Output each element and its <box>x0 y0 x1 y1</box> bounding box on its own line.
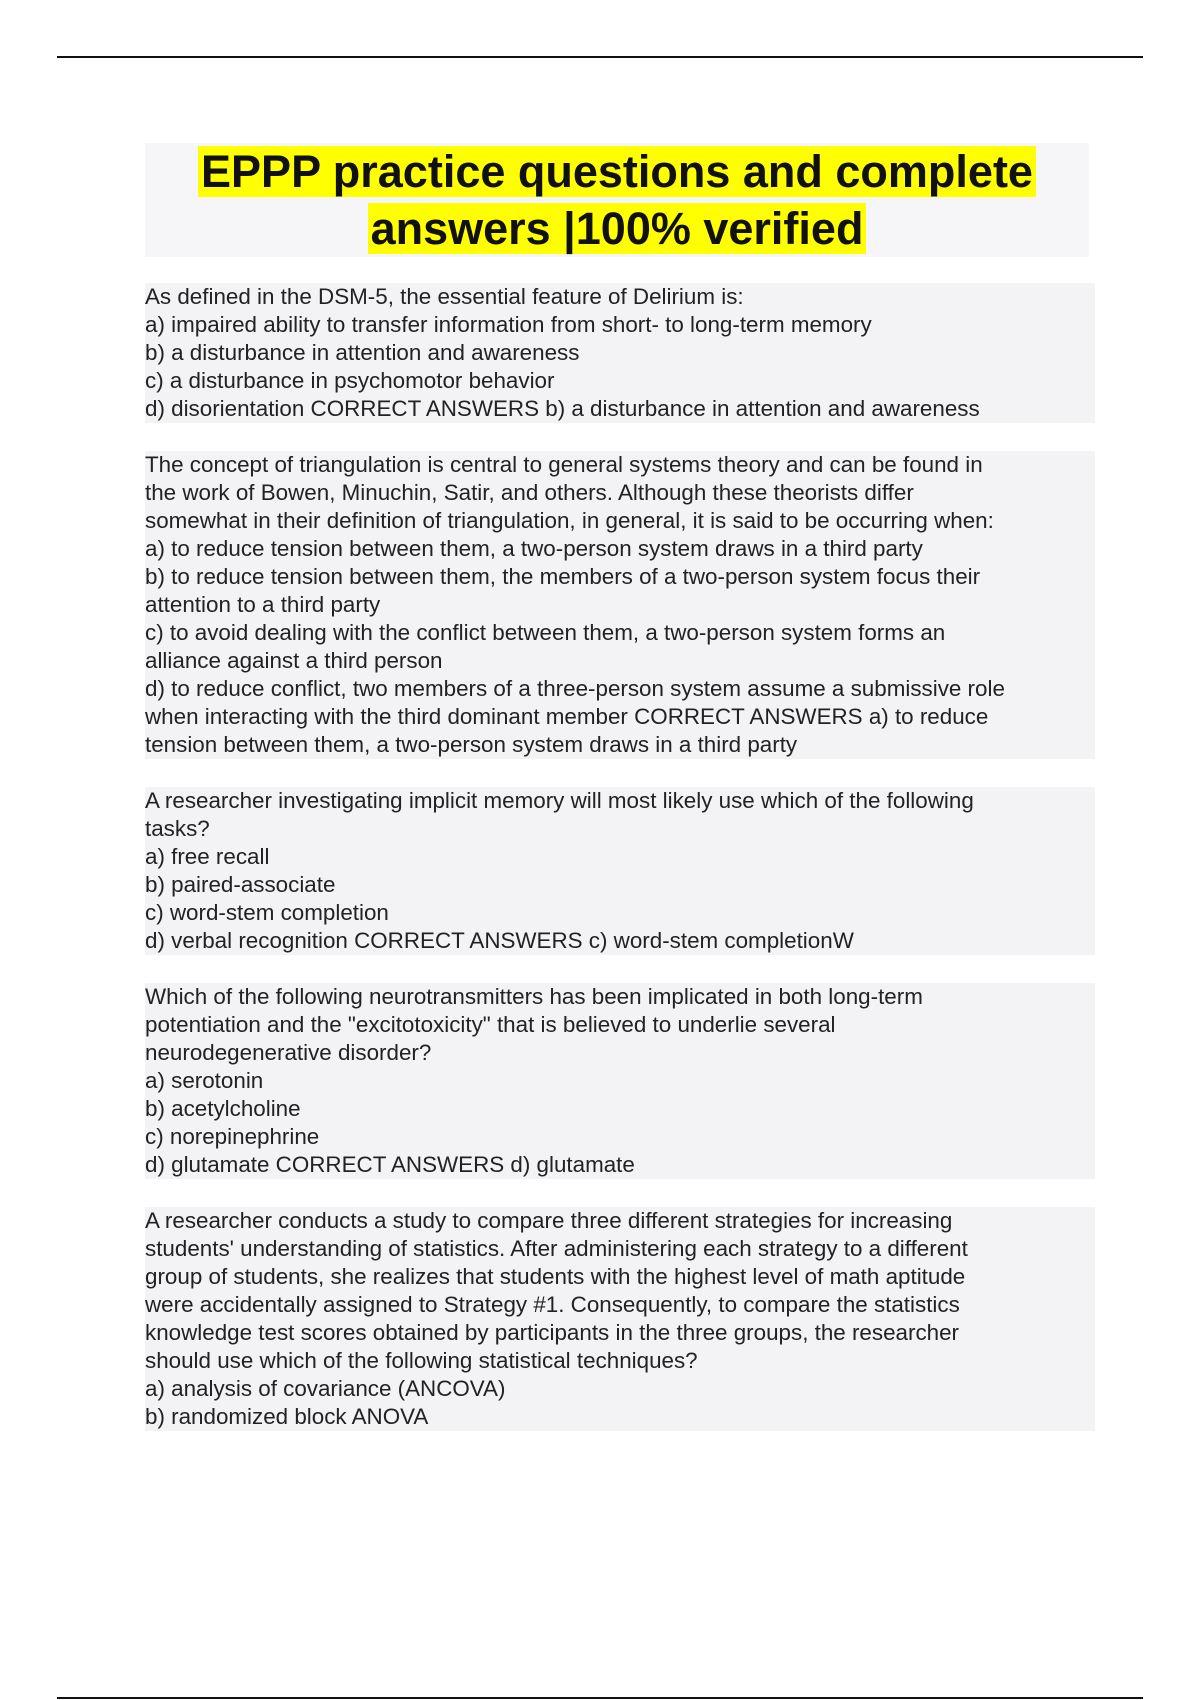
question-line: alliance against a third person <box>145 647 1095 675</box>
question-line: somewhat in their definition of triangulation, in general, it is said to be occurring when: <box>145 507 1095 535</box>
question-block-4 <box>145 983 1095 1179</box>
question-line: A researcher investigating implicit memory will most likely use which of the following <box>145 787 1095 815</box>
question-line: a) analysis of covariance (ANCOVA) <box>145 1375 1095 1403</box>
question-line: tasks? <box>145 815 1095 843</box>
question-line: b) acetylcholine <box>145 1095 1095 1123</box>
bottom-rule <box>57 1697 1143 1699</box>
question-line: tension between them, a two-person system draws in a third party <box>145 731 1095 759</box>
question-line: attention to a third party <box>145 591 1095 619</box>
question-line: a) free recall <box>145 843 1095 871</box>
question-line: the work of Bowen, Minuchin, Satir, and others. Although these theorists differ <box>145 479 1095 507</box>
question-line: a) to reduce tension between them, a two-person system draws in a third party <box>145 535 1095 563</box>
page-title <box>145 143 1089 257</box>
question-block-3 <box>145 787 1095 955</box>
question-line: Which of the following neurotransmitters has been implicated in both long-term <box>145 983 1095 1011</box>
question-line: The concept of triangulation is central to general systems theory and can be found in <box>145 451 1095 479</box>
question-line: should use which of the following statistical techniques? <box>145 1347 1095 1375</box>
question-line: a) impaired ability to transfer information from short- to long-term memory <box>145 311 1095 339</box>
title-line-2: answers |100% verified <box>368 203 867 254</box>
question-line: b) a disturbance in attention and awareness <box>145 339 1095 367</box>
question-line: As defined in the DSM-5, the essential feature of Delirium is: <box>145 283 1095 311</box>
question-line: c) a disturbance in psychomotor behavior <box>145 367 1095 395</box>
question-line: were accidentally assigned to Strategy #1. Consequently, to compare the statistics <box>145 1291 1095 1319</box>
question-block-5 <box>145 1207 1095 1431</box>
question-line: neurodegenerative disorder? <box>145 1039 1095 1067</box>
question-line: when interacting with the third dominant member CORRECT ANSWERS a) to reduce <box>145 703 1095 731</box>
question-line: b) to reduce tension between them, the members of a two-person system focus their <box>145 563 1095 591</box>
question-list <box>145 283 1095 1459</box>
question-line: students' understanding of statistics. After administering each strategy to a different <box>145 1235 1095 1263</box>
question-block-2 <box>145 451 1095 759</box>
question-line: potentiation and the "excitotoxicity" that is believed to underlie several <box>145 1011 1095 1039</box>
question-line: d) to reduce conflict, two members of a three-person system assume a submissive role <box>145 675 1095 703</box>
title-line-1: EPPP practice questions and complete <box>198 146 1036 197</box>
question-line: d) glutamate CORRECT ANSWERS d) glutamate <box>145 1151 1095 1179</box>
question-line: a) serotonin <box>145 1067 1095 1095</box>
question-line: c) to avoid dealing with the conflict between them, a two-person system forms an <box>145 619 1095 647</box>
question-line: b) paired-associate <box>145 871 1095 899</box>
question-line: c) norepinephrine <box>145 1123 1095 1151</box>
question-block-1 <box>145 283 1095 423</box>
top-rule <box>57 56 1143 58</box>
question-line: d) disorientation CORRECT ANSWERS b) a disturbance in attention and awareness <box>145 395 1095 423</box>
question-line: c) word-stem completion <box>145 899 1095 927</box>
question-line: A researcher conducts a study to compare three different strategies for increasing <box>145 1207 1095 1235</box>
question-line: group of students, she realizes that students with the highest level of math aptitude <box>145 1263 1095 1291</box>
question-line: b) randomized block ANOVA <box>145 1403 1095 1431</box>
question-line: knowledge test scores obtained by participants in the three groups, the researcher <box>145 1319 1095 1347</box>
question-line: d) verbal recognition CORRECT ANSWERS c) word-stem completionW <box>145 927 1095 955</box>
